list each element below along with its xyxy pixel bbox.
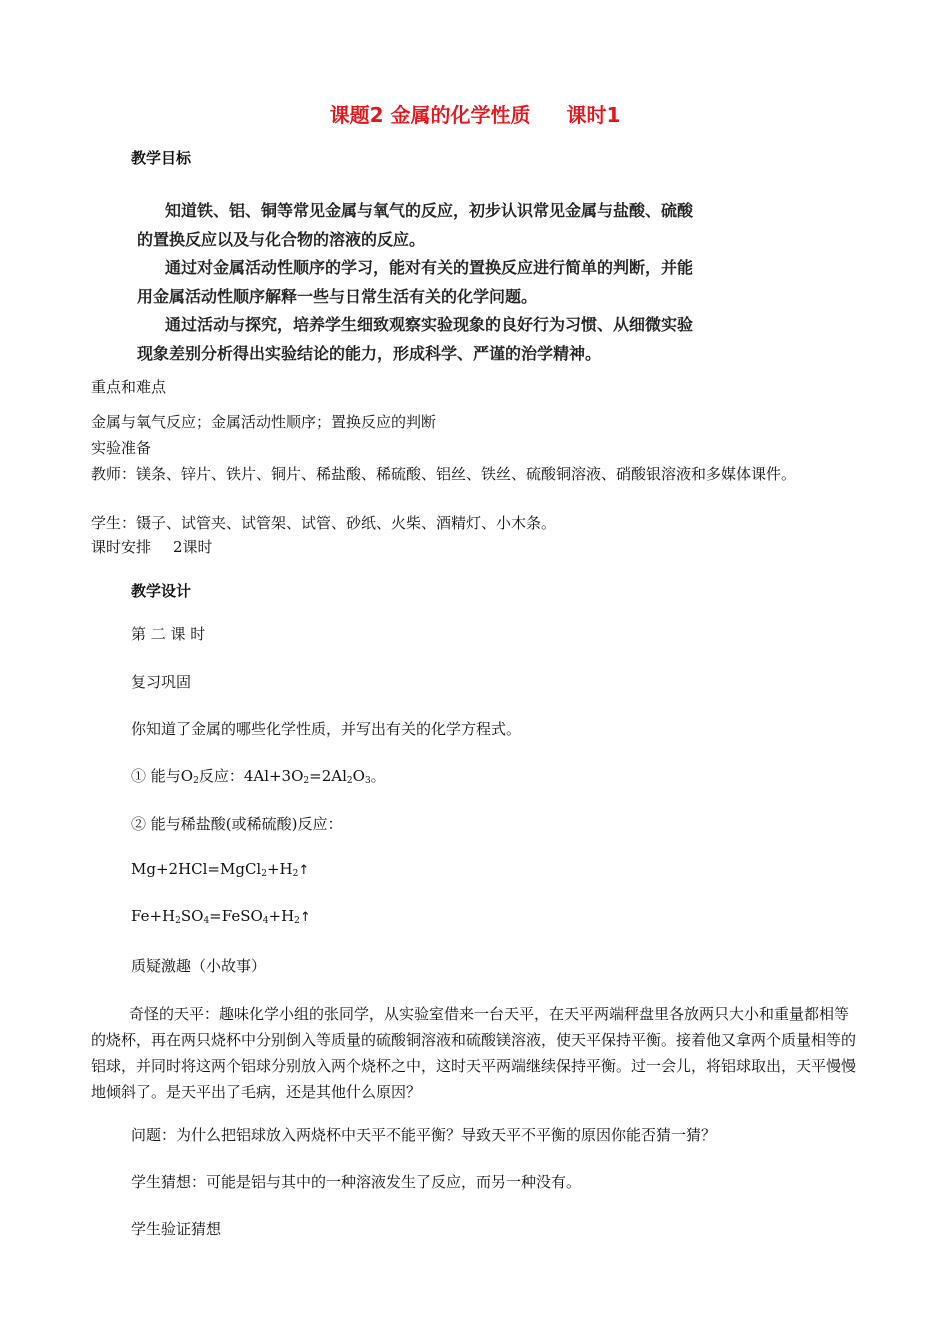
schedule-label: 课时安排 (91, 538, 152, 556)
guess-text: 学生猜想：可能是铝与其中的一种溶液发生了反应，而另一种没有。 (131, 1173, 582, 1191)
title-main: 课题2 金属的化学性质 (329, 103, 531, 127)
equation-fe: $Fe+H_2SO_4=FeSO_4+H_2↑$ (131, 907, 311, 926)
property-oxygen: ① 能与$O_2$反应：$4Al+3O_2=2Al_2O_3$。 (131, 767, 386, 786)
objective-line: 的置换反应以及与化合物的溶液的反应。 (137, 229, 426, 249)
property-acid: ② 能与稀盐酸(或稀硫酸)反应： (131, 815, 343, 833)
teacher-materials: 教师：镁条、锌片、铁片、铜片、稀盐酸、稀硫酸、铝丝、铁丝、硫酸铜溶液、硝酸银溶液和多媒体课件。 (91, 465, 797, 483)
gas-arrow-icon: ↑ (299, 910, 311, 925)
story-paragraph: 奇怪的天平：趣味化学小组的张同学，从实验室借来一台天平，在天平两端秤盘里各放两只大小和重量都相等的烧杯，再在两只烧杯中分别倒入等质量的硫酸铜溶液和硫酸镁溶液，使天平保持平衡。接着他又拿两个质量相等的铝球，并同时将这两个铝球分别放入两个烧杯之中，这时天平两端继续保持平衡。过一会儿，将铝球取出，天平慢慢地倾斜了。是天平出了毛病，还是其他什么原因？ (91, 1005, 857, 1101)
objective-line: 通过对金属活动性顺序的学习，能对有关的置换反应进行简单的判断，并能 (165, 258, 694, 277)
design-heading: 教学设计 (131, 582, 192, 600)
equation-mg: $Mg+2HCl=MgCl_2+H_2↑$ (131, 860, 310, 879)
objectives-heading: 教学目标 (131, 149, 192, 167)
objectives-block (137, 197, 693, 368)
objective-line: 用金属活动性顺序解释一些与日常生活有关的化学问题。 (137, 286, 538, 306)
review-heading: 复习巩固 (131, 673, 192, 691)
student-materials: 学生：镊子、试管夹、试管架、试管、砂纸、火柴、酒精灯、小木条。 (91, 514, 557, 532)
preparation-heading: 实验准备 (91, 439, 152, 457)
schedule-row (91, 536, 213, 557)
lesson-label: 第 二 课 时 (131, 625, 206, 643)
problem-text: 问题：为什么把铝球放入两烧杯中天平不能平衡？导致天平不平衡的原因你能否猜一猜？ (131, 1126, 717, 1144)
objective-line: 知道铁、铝、铜等常见金属与氧气的反应，初步认识常见金属与盐酸、硫酸 (165, 201, 694, 220)
key-points-text: 金属与氧气反应；金属活动性顺序；置换反应的判断 (91, 413, 437, 431)
verify-heading: 学生验证猜想 (131, 1220, 222, 1238)
title-lesson: 课时1 (566, 103, 621, 127)
objective-line: 通过活动与探究，培养学生细致观察实验现象的良好行为习惯、从细微实验 (165, 315, 694, 334)
page-title (0, 99, 950, 128)
key-points-heading: 重点和难点 (91, 378, 167, 396)
gas-arrow-icon: ↑ (298, 863, 310, 878)
objective-line: 现象差别分析得出实验结论的能力，形成科学、严谨的治学精神。 (137, 343, 602, 363)
schedule-value: 2课时 (173, 538, 213, 556)
story-heading: 质疑激趣（小故事） (131, 957, 267, 975)
review-question: 你知道了金属的哪些化学性质，并写出有关的化学方程式。 (131, 720, 522, 738)
